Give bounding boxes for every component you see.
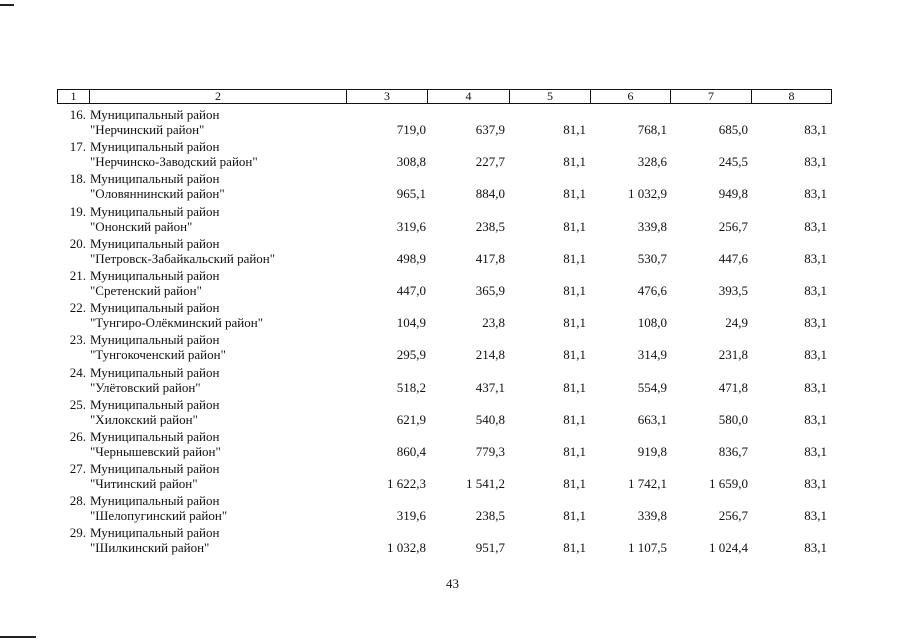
page-number: 43 xyxy=(446,576,459,591)
table-row xyxy=(0,138,905,170)
value-cell-col5: 81,1 xyxy=(563,186,586,202)
district-type: Муниципальный район xyxy=(90,493,220,509)
district-name: "Ононский район" xyxy=(90,218,193,234)
value-cell-col3: 1 622,3 xyxy=(387,476,426,492)
value-cell-col3: 965,1 xyxy=(396,186,426,202)
value-cell-col6: 919,8 xyxy=(637,443,667,459)
value-cell-col5: 81,1 xyxy=(563,443,586,459)
value-cell-col3: 518,2 xyxy=(396,379,426,395)
value-cell-col4: 23,8 xyxy=(482,315,505,331)
value-cell-col6: 554,9 xyxy=(637,379,667,395)
value-cell-col8: 83,1 xyxy=(804,250,827,266)
district-name: "Шилкинский район" xyxy=(90,540,210,556)
header-cell: 2 xyxy=(90,90,347,103)
value-cell-col7: 471,8 xyxy=(718,379,748,395)
table-row xyxy=(0,299,905,331)
scan-artifact-top-left xyxy=(0,4,14,6)
row-number: 26. xyxy=(69,428,86,444)
row-number: 21. xyxy=(69,267,86,283)
district-type: Муниципальный район xyxy=(90,203,220,219)
district-name: "Читинский район" xyxy=(90,476,198,492)
table-row xyxy=(0,364,905,396)
value-cell-col5: 81,1 xyxy=(563,250,586,266)
row-number: 16. xyxy=(69,107,86,122)
value-cell-col8: 83,1 xyxy=(804,315,827,331)
district-name: "Тунгиро-Олёкминский район" xyxy=(90,315,264,331)
district-type: Муниципальный район xyxy=(90,364,220,380)
header-cell: 8 xyxy=(788,89,795,103)
district-type: Муниципальный район xyxy=(90,428,220,444)
value-cell-col3: 719,0 xyxy=(396,122,426,137)
value-cell-col5: 81,1 xyxy=(563,379,586,395)
header-cell: 6 xyxy=(591,90,671,103)
table-row xyxy=(0,235,905,267)
row-number: 29. xyxy=(69,525,86,541)
value-cell-col7: 836,7 xyxy=(718,443,748,459)
table-row xyxy=(0,267,905,299)
value-cell-col3: 621,9 xyxy=(396,411,426,427)
district-name: "Чернышевский район" xyxy=(90,443,221,459)
value-cell-col5: 81,1 xyxy=(563,282,586,298)
value-cell-col7: 949,8 xyxy=(718,186,748,202)
value-cell-col7: 1 659,0 xyxy=(709,476,748,492)
value-cell-col7: 245,5 xyxy=(718,154,748,170)
value-cell-col3: 295,9 xyxy=(396,347,426,363)
value-cell-col4: 540,8 xyxy=(475,411,505,427)
district-type: Муниципальный район xyxy=(90,332,220,348)
value-cell-col7: 580,0 xyxy=(718,411,748,427)
table-row xyxy=(0,331,905,363)
table-row xyxy=(0,396,905,428)
district-name: "Нерчинско-Заводский район" xyxy=(90,154,258,170)
value-cell-col6: 1 107,5 xyxy=(628,540,667,556)
value-cell-col7: 256,7 xyxy=(718,218,748,234)
row-number: 25. xyxy=(69,396,86,412)
value-cell-col8: 83,1 xyxy=(804,540,827,556)
value-cell-col3: 1 032,8 xyxy=(387,540,426,556)
district-type: Муниципальный район xyxy=(90,300,220,316)
value-cell-col6: 108,0 xyxy=(637,315,667,331)
value-cell-col8: 83,1 xyxy=(804,443,827,459)
value-cell-col5: 81,1 xyxy=(563,508,586,524)
row-number: 17. xyxy=(69,139,86,155)
value-cell-col6: 530,7 xyxy=(637,250,667,266)
value-cell-col8: 83,1 xyxy=(804,476,827,492)
value-cell-col6: 663,1 xyxy=(637,411,667,427)
value-cell-col4: 1 541,2 xyxy=(466,476,505,492)
row-number: 27. xyxy=(69,461,86,477)
value-cell-col7: 685,0 xyxy=(718,122,748,137)
value-cell-col3: 498,9 xyxy=(396,250,426,266)
district-name: "Шелопугинский район" xyxy=(90,508,228,524)
value-cell-col3: 104,9 xyxy=(396,315,426,331)
value-cell-col7: 24,9 xyxy=(725,315,748,331)
value-cell-col5: 81,1 xyxy=(563,540,586,556)
value-cell-col7: 393,5 xyxy=(718,282,748,298)
value-cell-col5: 81,1 xyxy=(563,122,586,137)
value-cell-col6: 339,8 xyxy=(637,508,667,524)
value-cell-col7: 447,6 xyxy=(718,250,748,266)
value-cell-col5: 81,1 xyxy=(563,411,586,427)
value-cell-col6: 314,9 xyxy=(637,347,667,363)
value-cell-col3: 308,8 xyxy=(396,154,426,170)
table-header-row xyxy=(57,89,832,104)
district-type: Муниципальный район xyxy=(90,267,220,283)
district-name: "Сретенский район" xyxy=(90,282,202,298)
value-cell-col4: 637,9 xyxy=(475,122,505,137)
value-cell-col5: 81,1 xyxy=(563,218,586,234)
value-cell-col5: 81,1 xyxy=(563,315,586,331)
header-cell: 1 xyxy=(58,90,90,103)
value-cell-col8: 83,1 xyxy=(804,508,827,524)
value-cell-col5: 81,1 xyxy=(563,476,586,492)
value-cell-col6: 1 032,9 xyxy=(628,186,667,202)
value-cell-col8: 83,1 xyxy=(804,122,827,137)
value-cell-col4: 227,7 xyxy=(475,154,505,170)
header-cell: 5 xyxy=(510,90,591,103)
district-name: "Петровск-Забайкальский район" xyxy=(90,250,276,266)
table-body xyxy=(0,106,905,557)
table-row xyxy=(0,203,905,235)
value-cell-col5: 81,1 xyxy=(563,347,586,363)
district-name: "Улётовский район" xyxy=(90,379,201,395)
district-type: Муниципальный район xyxy=(90,107,220,122)
row-number: 22. xyxy=(69,300,86,316)
table-row xyxy=(0,492,905,524)
value-cell-col8: 83,1 xyxy=(804,218,827,234)
value-cell-col4: 884,0 xyxy=(475,186,505,202)
value-cell-col5: 81,1 xyxy=(563,154,586,170)
row-number: 20. xyxy=(69,235,86,251)
value-cell-col8: 83,1 xyxy=(804,154,827,170)
value-cell-col4: 365,9 xyxy=(475,282,505,298)
district-type: Муниципальный район xyxy=(90,235,220,251)
value-cell-col6: 339,8 xyxy=(637,218,667,234)
value-cell-col4: 779,3 xyxy=(475,443,505,459)
value-cell-col7: 256,7 xyxy=(718,508,748,524)
district-type: Муниципальный район xyxy=(90,171,220,187)
row-number: 24. xyxy=(69,364,86,380)
value-cell-col6: 328,6 xyxy=(637,154,667,170)
value-cell-col6: 768,1 xyxy=(637,122,667,137)
value-cell-col8: 83,1 xyxy=(804,411,827,427)
row-number: 18. xyxy=(69,171,86,187)
value-cell-col4: 437,1 xyxy=(475,379,505,395)
value-cell-col4: 417,8 xyxy=(475,250,505,266)
table-row xyxy=(0,524,905,556)
district-name: "Оловяннинский район" xyxy=(90,186,225,202)
value-cell-col3: 860,4 xyxy=(396,443,426,459)
value-cell-col8: 83,1 xyxy=(804,186,827,202)
district-name: "Хилокский район" xyxy=(90,411,198,427)
value-cell-col8: 83,1 xyxy=(804,282,827,298)
value-cell-col3: 319,6 xyxy=(396,218,426,234)
value-cell-col4: 238,5 xyxy=(475,218,505,234)
district-name: "Тунгокоченский район" xyxy=(90,347,226,363)
district-type: Муниципальный район xyxy=(90,396,220,412)
row-number: 23. xyxy=(69,332,86,348)
district-type: Муниципальный район xyxy=(90,461,220,477)
value-cell-col3: 447,0 xyxy=(396,282,426,298)
table-row xyxy=(0,170,905,202)
header-cell: 3 xyxy=(347,90,428,103)
row-number: 28. xyxy=(69,493,86,509)
table-row xyxy=(0,106,905,138)
table-row xyxy=(0,460,905,492)
value-cell-col4: 214,8 xyxy=(475,347,505,363)
header-cell: 4 xyxy=(428,90,510,103)
value-cell-col6: 476,6 xyxy=(637,282,667,298)
row-number: 19. xyxy=(69,203,86,219)
value-cell-col8: 83,1 xyxy=(804,347,827,363)
value-cell-col8: 83,1 xyxy=(804,379,827,395)
value-cell-col7: 1 024,4 xyxy=(709,540,748,556)
district-name: "Нерчинский район" xyxy=(90,122,205,137)
value-cell-col7: 231,8 xyxy=(718,347,748,363)
scan-artifact-bottom-left xyxy=(0,636,36,638)
value-cell-col4: 951,7 xyxy=(475,540,505,556)
district-type: Муниципальный район xyxy=(90,139,220,155)
header-cell: 7 xyxy=(671,90,752,103)
value-cell-col6: 1 742,1 xyxy=(628,476,667,492)
value-cell-col4: 238,5 xyxy=(475,508,505,524)
table-row xyxy=(0,428,905,460)
district-type: Муниципальный район xyxy=(90,525,220,541)
value-cell-col3: 319,6 xyxy=(396,508,426,524)
